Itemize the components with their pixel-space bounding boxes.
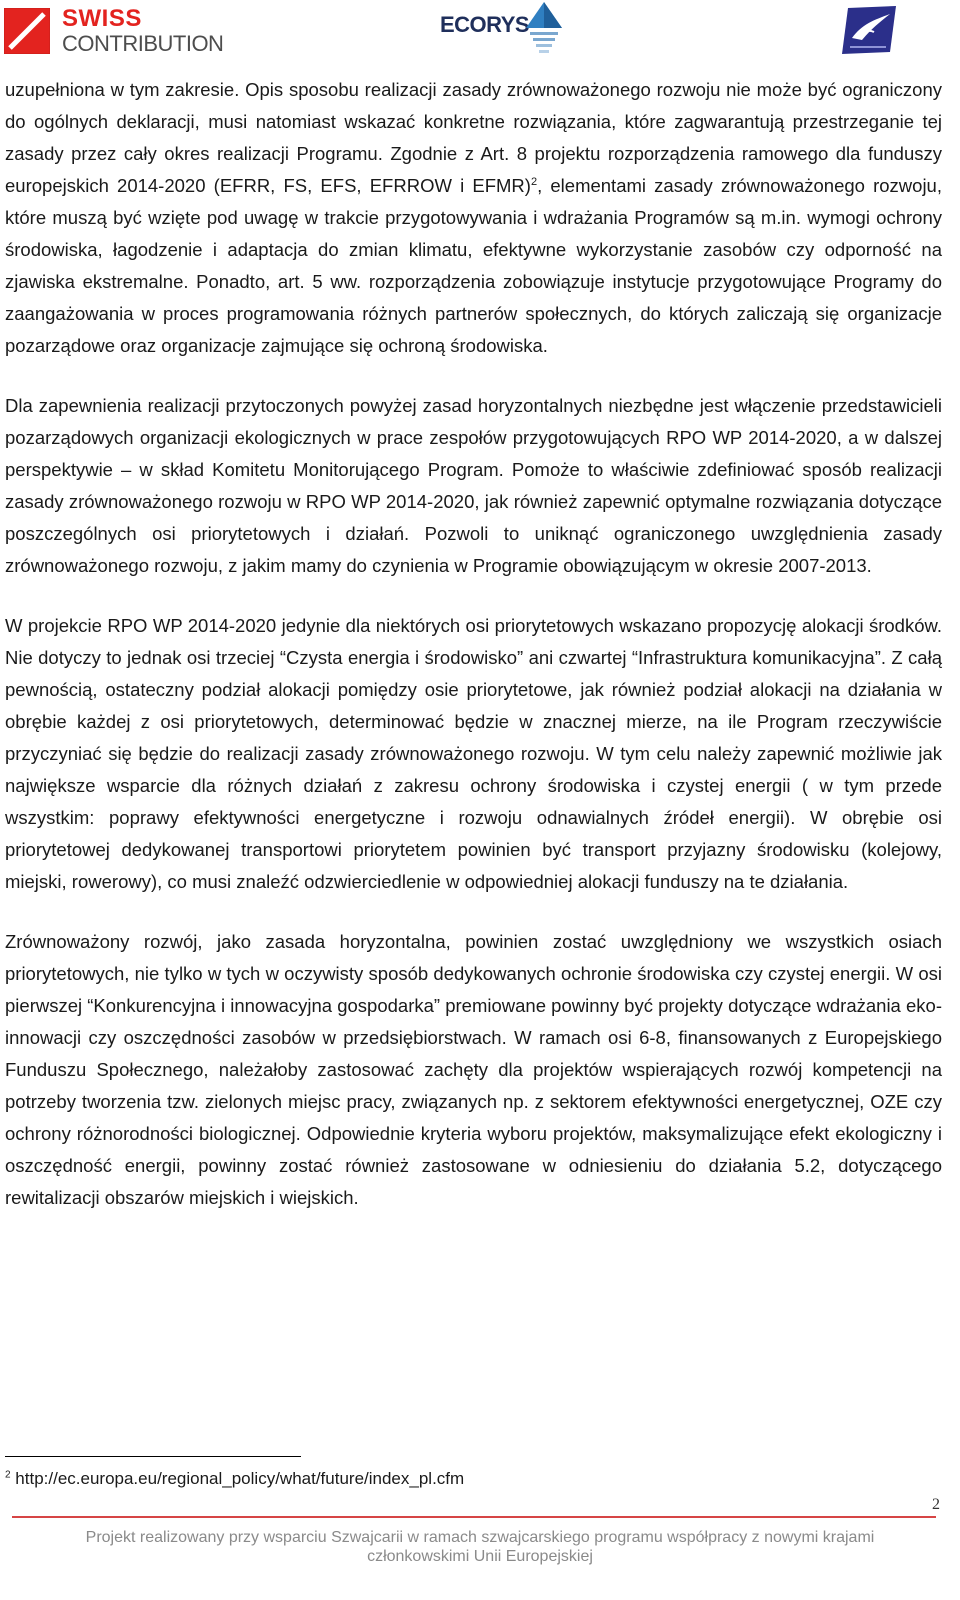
footer-line: Projekt realizowany przy wsparciu Szwajcarii w ramach szwajcarskiego programu współpracy z nowymi krajami xyxy=(85,1529,875,1546)
body-paragraph: W projekcie RPO WP 2014-2020 jedynie dla niektórych osi priorytetowych wskazano propozycję alokacji środków. Nie dotyczy to jednak osi trzeciej “Czysta energia i środowisko” ani czwartej “Infrastruktura komunikacyjna”. Z całą pewnością, ostateczny podział alokacji pomiędzy osie priorytetowe, jak również podział alokacji na działania w obrębie każdej z osi priorytetowych, determinować będzie w znacznej mierze, na ile Program rzeczywiście przyczyniać się będzie do realizacji zasady zrównoważonego rozwoju. W tym celu należy zapewnić możliwie jak największe wsparcie dla różnych działań z zakresu ochrony środowiska i czystej energii ( w tym przede wszystkim: poprawy efektywności energetyczne i rozwoju odnawialnych źródeł energii). W obrębie osi priorytetowej dedykowanej transportowi priorytetem powinien być transport przyjazny środowisku (kolejowy, miejski, rowerowy), co musi znaleźć odzwierciedlenie w odpowiedniej alokacji funduszy na te działania. xyxy=(5,615,942,892)
ecorys-logo xyxy=(440,2,570,58)
footer-line: członkowskimi Unii Europejskiej xyxy=(367,1548,593,1565)
ecorys-triangle-icon xyxy=(526,2,562,58)
footnote-link[interactable]: http://ec.europa.eu/regional_policy/what/future/index_pl.cfm xyxy=(15,1469,465,1488)
footnote-number: 2 xyxy=(5,1469,11,1481)
footnote-divider xyxy=(5,1456,301,1457)
page-header xyxy=(0,0,960,62)
ecorys-logo-word: ECORYS xyxy=(440,12,530,37)
page-number: 2 xyxy=(932,1496,940,1513)
footnote-reference[interactable]: 2 xyxy=(530,175,538,188)
footnote xyxy=(5,1467,464,1491)
footer-divider xyxy=(12,1516,936,1518)
swiss-contribution-logo xyxy=(4,6,244,56)
page-footer xyxy=(0,1528,960,1566)
document-body xyxy=(5,74,942,1242)
body-paragraph xyxy=(5,74,942,362)
paragraph-text: uzupełniona w tym zakresie. Opis sposobu realizacji zasady zrównoważonego rozwoju nie może być ograniczony do ogólnych deklaracji, musi natomiast wskazać konkretne rozwiązania, które zagwarantują przestrzeganie tej zasady przez cały okres realizacji Programu. Zgodnie z Art. 8 projektu rozporządzenia ramowego dla funduszy europejskich 2014-2020 (EFRR, FS, EFS, EFRROW i EFMR) xyxy=(5,79,942,196)
swiss-logo-subtitle: CONTRIBUTION xyxy=(62,31,224,56)
bird-emblem-icon xyxy=(840,4,898,56)
swiss-logo-word: SWISS xyxy=(62,5,142,32)
swiss-cross-icon xyxy=(4,8,50,54)
body-paragraph: Dla zapewnienia realizacji przytoczonych powyżej zasad horyzontalnych niezbędne jest włączenie przedstawicieli pozarządowych organizacji ekologicznych w prace zespołów przygotowujących RPO WP 2014-2020, a w dalszej perspektywie – w skład Komitetu Monitorującego Program. Pomoże to właściwie zdefiniować sposób realizacji zasady zrównoważonego rozwoju w RPO WP 2014-2020, jak również zapewnić optymalne rozwiązania dotyczące poszczególnych osi priorytetowych i działań. Pozwoli to uniknąć ograniczonego uwzględnienia zasady zrównoważonego rozwoju, z jakim mamy do czynienia w Programie obowiązującym w okresie 2007-2013. xyxy=(5,395,942,576)
body-paragraph: Zrównoważony rozwój, jako zasada horyzontalna, powinien zostać uwzględniony we wszystkich osiach priorytetowych, nie tylko w tych w oczywisty sposób dedykowanych ochronie środowiska czy czystej energii. W osi pierwszej “Konkurencyjna i innowacyjna gospodarka” premiowane powinny być projekty dotyczące wdrażania eko-innowacji czy oszczędności zasobów w przedsiębiorstwach. W ramach osi 6-8, finansowanych z Europejskiego Funduszu Społecznego, należałoby zastosować zachęty dla projektów wspierających rozwój kompetencji na potrzeby tworzenia tzw. zielonych miejsc pracy, związanych np. z sektorem efektywności energetycznej, OZE czy ochrony różnorodności biologicznej. Odpowiednie kryteria wyboru projektów, maksymalizujące efekt ekologiczny i oszczędność energii, powinny zostać również zastosowane w odniesieniu do działania 5.2, dotyczącego rewitalizacji obszarów miejskich i wiejskich. xyxy=(5,931,942,1208)
paragraph-text: , elementami zasady zrównoważonego rozwoju, które muszą być wzięte pod uwagę w trakcie przygotowywania i wdrażania Programów są m.in. wymogi ochrony środowiska, łagodzenie i adaptacja do zmian klimatu, efektywne wykorzystanie zasobów czy odporność na zjawiska ekstremalne. Ponadto, art. 5 ww. rozporządzenia zobowiązuje instytucje przygotowujące Programy do zaangażowania w proces programowania różnych partnerów społecznych, do których zaliczają się organizacje pozarządowe oraz organizacje zajmujące się ochroną środowiska. xyxy=(5,175,942,356)
